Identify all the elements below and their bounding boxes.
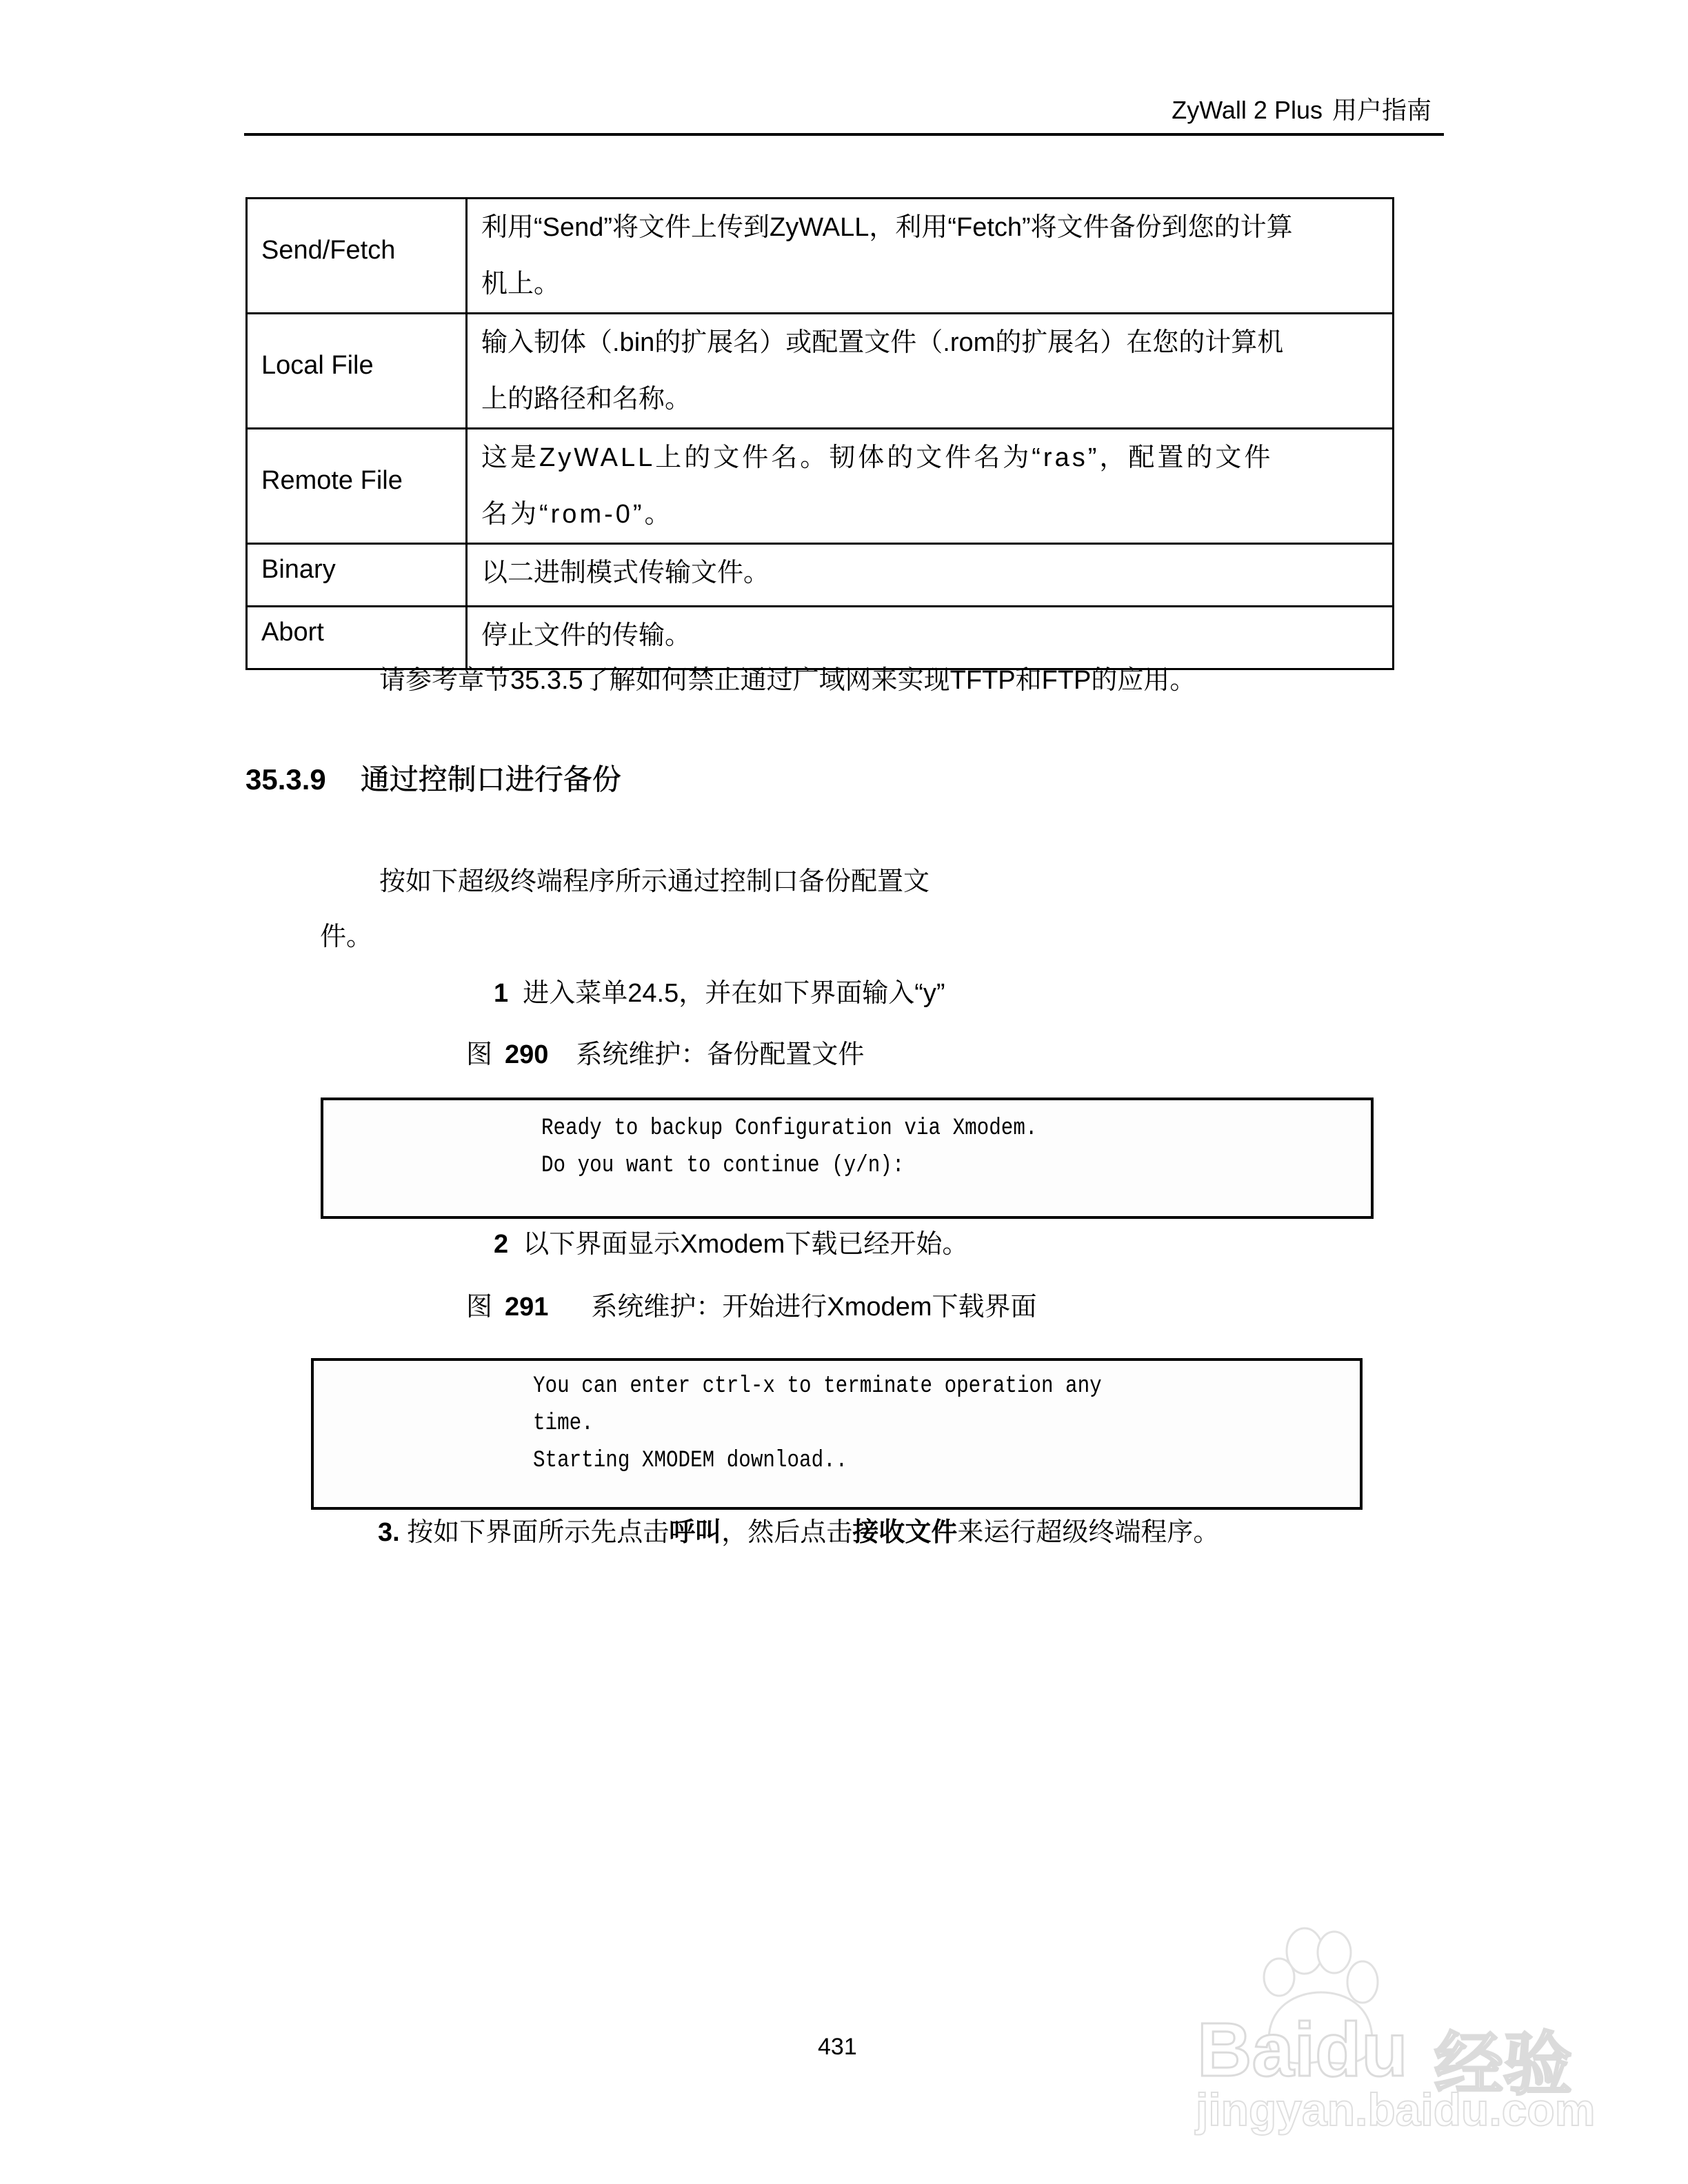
table-row <box>247 199 1394 314</box>
terminal-screen-backup <box>321 1098 1374 1219</box>
table-label-cell: Send/Fetch <box>247 199 467 314</box>
table-desc-cell: 以二进制模式传输文件。 <box>467 544 1394 607</box>
step-1 <box>494 978 945 1009</box>
table-desc-cell: 利用“Send”将文件上传到ZyWALL，利用“Fetch”将文件备份到您的计算 机上。 <box>467 199 1394 314</box>
watermark-url: jingyan.baidu.com <box>1196 2084 1596 2135</box>
table-label-cell: Local File <box>247 314 467 429</box>
table-label-cell: Binary <box>247 544 467 607</box>
intro-line-1: 按如下超级终端程序所示通过控制口备份配置文 <box>379 867 930 896</box>
figure-label: 图 <box>466 1293 493 1322</box>
terminal-line: You can enter ctrl-x to terminate operation any <box>533 1373 1102 1399</box>
terminal-line: Starting XMODEM download.. <box>533 1448 848 1474</box>
step-number: 2 <box>494 1230 509 1259</box>
intro-line-2: 件。 <box>320 922 373 951</box>
figure-caption-291 <box>466 1285 1036 1323</box>
table-row <box>247 607 1394 669</box>
step-2 <box>494 1228 968 1260</box>
receive-file-menu-label: 接收文件 <box>852 1518 958 1547</box>
figure-number: 290 <box>505 1040 549 1069</box>
terminal-line: time. <box>533 1410 594 1437</box>
step-text: 进入菜单24.5，并在如下界面输入“y” <box>523 979 945 1008</box>
watermark-product: 经验 <box>1434 2026 1572 2103</box>
table-row <box>247 544 1394 607</box>
watermark-brand: Baidu <box>1197 2008 1408 2092</box>
call-menu-label: 呼叫 <box>669 1518 722 1547</box>
table-label-cell: Remote File <box>247 429 467 544</box>
table-row <box>247 314 1394 429</box>
baidu-watermark <box>1186 1923 1596 2135</box>
header-guide: 用户指南 <box>1332 96 1431 124</box>
terminal-line: Ready to backup Configuration via Xmodem. <box>541 1115 1038 1142</box>
table-desc-cell: 停止文件的传输。 <box>467 607 1394 669</box>
table-row <box>247 429 1394 544</box>
running-header <box>1172 95 1431 125</box>
terminal-screen-xmodem <box>311 1358 1363 1510</box>
step-number: 1 <box>494 979 509 1008</box>
table-desc-cell: 这是ZyWALL上的文件名。韧体的文件名为“ras”，配置的文件 名为“rom-0”。 <box>467 429 1394 544</box>
figure-caption-290 <box>466 1033 864 1071</box>
table-label-cell: Abort <box>247 607 467 669</box>
figure-title: 系统维护：开始进行Xmodem下载界面 <box>591 1293 1037 1322</box>
section-title: 通过控制口进行备份 <box>360 763 621 796</box>
header-rule <box>244 133 1444 136</box>
figure-label: 图 <box>466 1040 493 1069</box>
step-text: 以下界面显示Xmodem下载已经开始。 <box>523 1230 969 1259</box>
page-number: 431 <box>818 2034 857 2060</box>
step-number: 3. <box>378 1518 400 1547</box>
section-number: 35.3.9 <box>245 763 326 796</box>
figure-number: 291 <box>505 1293 549 1322</box>
terminal-line: Do you want to continue (y/n): <box>541 1153 905 1179</box>
header-product: ZyWall 2 Plus <box>1172 96 1323 124</box>
reference-note: 请参考章节35.3.5了解如何禁止通过广域网来实现TFTP和FTP的应用。 <box>379 666 1196 695</box>
section-heading <box>245 757 621 798</box>
step-3: 3. 按如下界面所示先点击呼叫，然后点击接收文件来运行超级终端程序。 <box>378 1518 1220 1547</box>
table-desc-cell: 输入韧体（.bin的扩展名）或配置文件（.rom的扩展名）在您的计算机 上的路径和名称。 <box>467 314 1394 429</box>
parameter-table <box>245 197 1394 670</box>
figure-title: 系统维护：备份配置文件 <box>576 1040 865 1069</box>
